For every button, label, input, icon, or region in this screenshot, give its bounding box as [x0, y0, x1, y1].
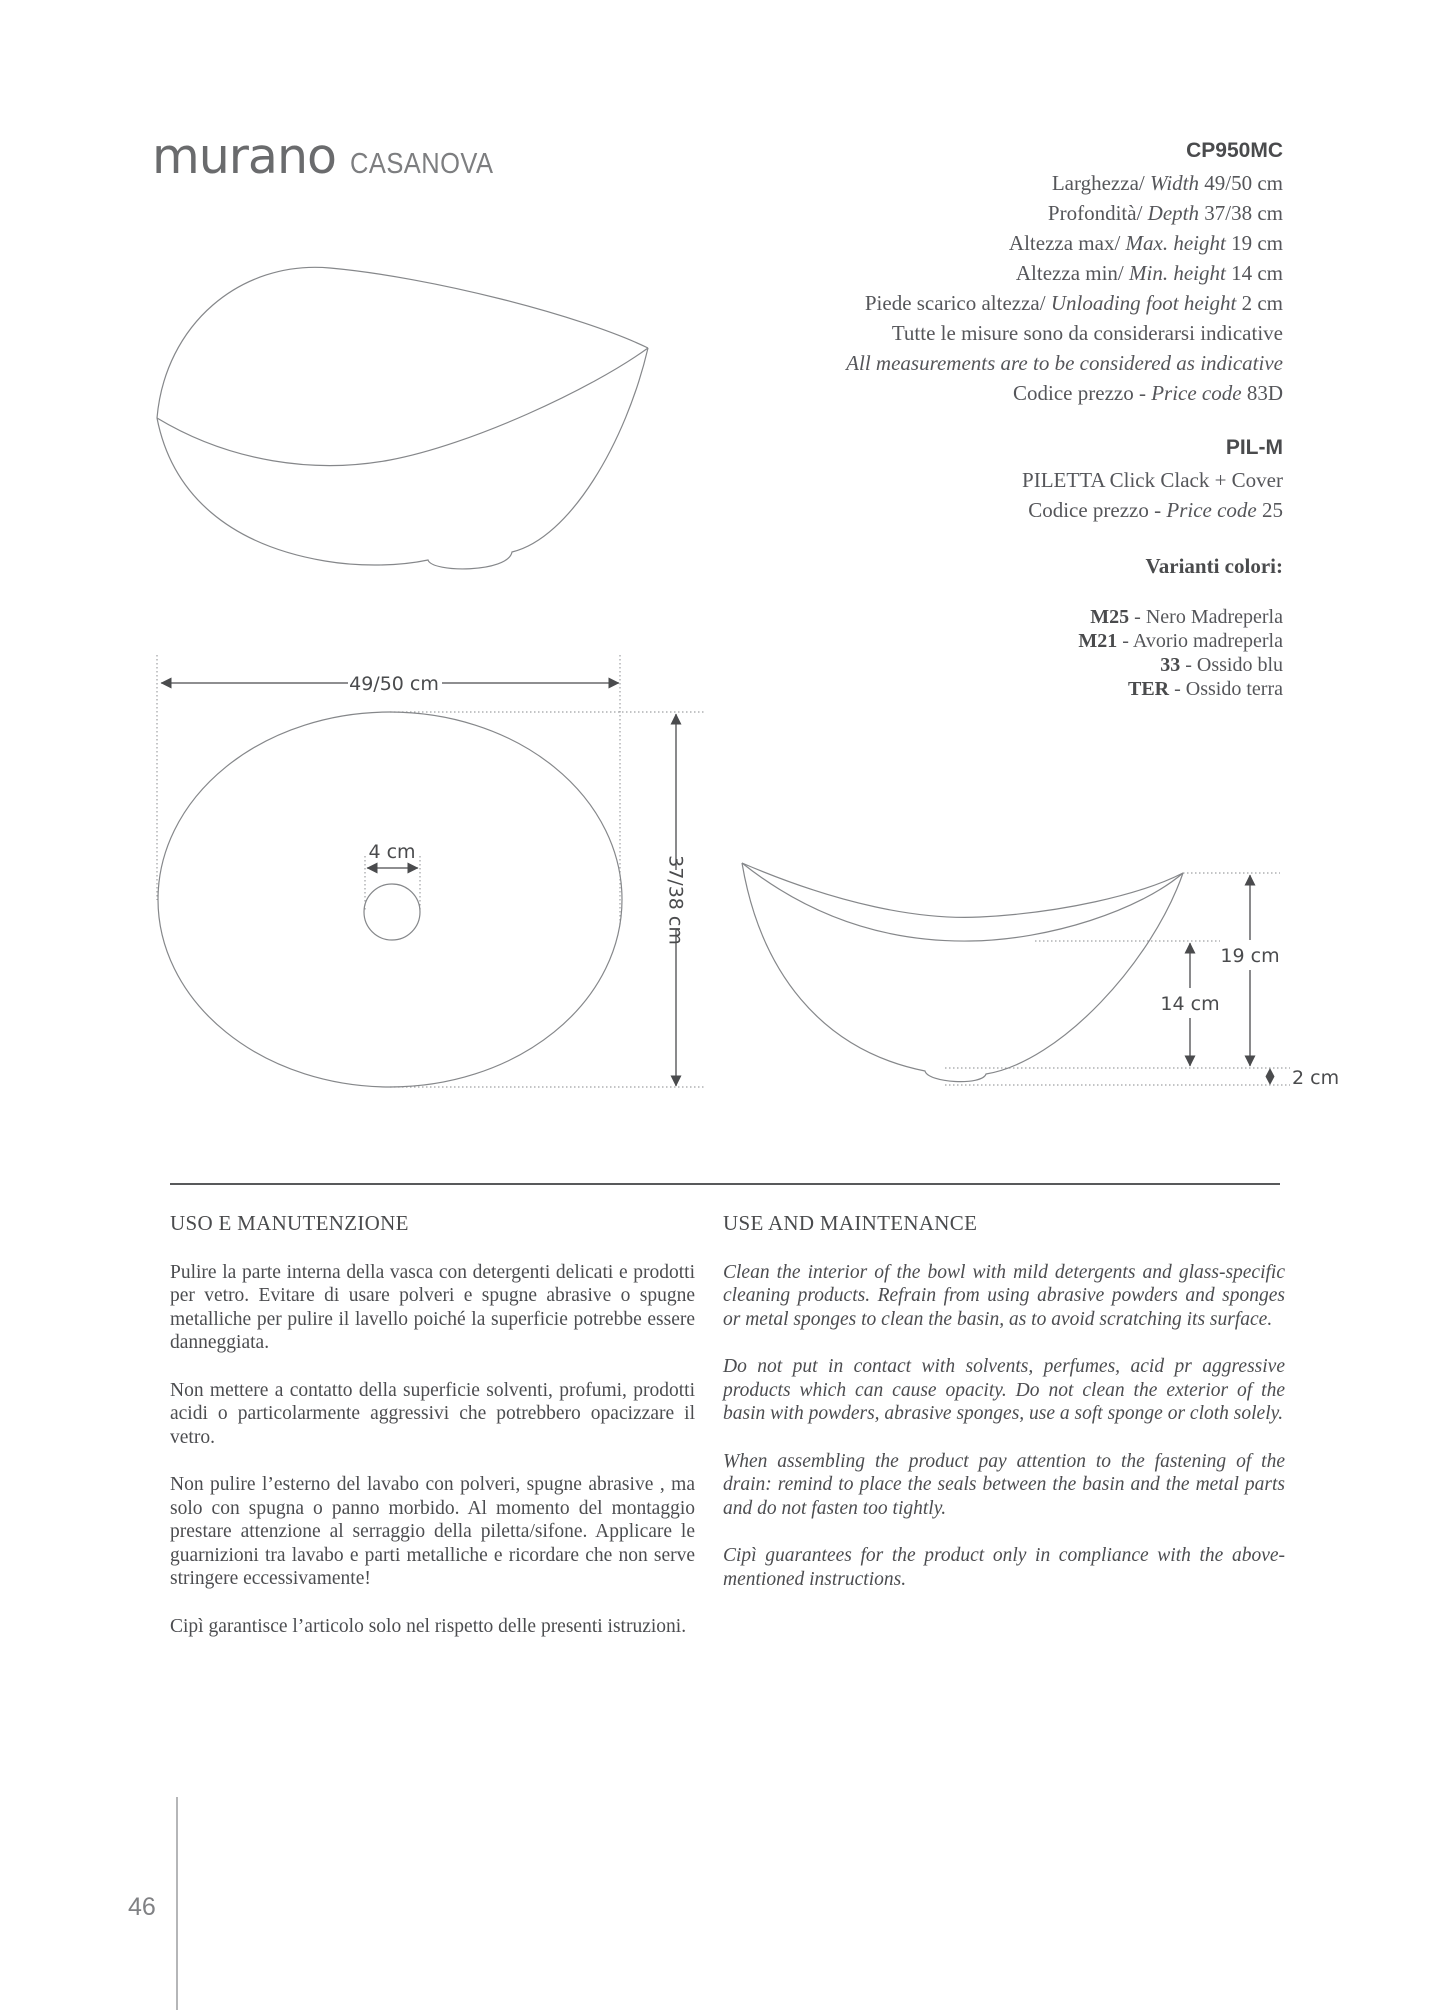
drain-hole: [364, 884, 420, 940]
basin-perspective-drawing: [110, 230, 670, 580]
basin-body-outline: [157, 348, 648, 569]
spec-max-height: Altezza max/ Max. height 19 cm: [1008, 231, 1283, 255]
brand-logo: [152, 128, 513, 185]
foot-dim-marker: [1266, 1068, 1275, 1085]
footer-rule: [176, 1797, 178, 2010]
usage-paragraph: When assembling the product pay attention to the fastening of the drain: remind to place the seals between the basin and the metal parts and do not fasten too tightly.: [723, 1450, 1285, 1519]
variant-ter: TER - Ossido terra: [1128, 678, 1283, 700]
usage-paragraph: Do not put in contact with solvents, perfumes, acid pr aggressive products which can cause opacity. Do not clean the exterior of the basin with powders, abrasive sponges, use a soft sponge or cloth solely.: [723, 1356, 1285, 1424]
usage-column-it: [170, 1212, 695, 1662]
basin-plan-outline: [158, 712, 622, 1087]
drain-dim-label: 4 cm: [368, 841, 416, 863]
accessory-description: PILETTA Click Clack + Cover: [1022, 468, 1283, 492]
brand-collection-name: CASANOVA: [350, 148, 494, 180]
usage-paragraph: Clean the interior of the bowl with mild detergents and glass-specific cleaning products. Refrain from using abrasive powders and sponges or metal sponges to clean the basin, as to avoid scratching its surface.: [723, 1261, 1285, 1330]
spec-width: Larghezza/ Width 49/50 cm: [1051, 171, 1283, 195]
usage-paragraph: Cipì guarantees for the product only in compliance with the above-mentioned instructions.: [723, 1545, 1285, 1590]
usage-paragraph: Non mettere a contatto della superficie solventi, profumi, prodotti acidi o particolarmente aggressivi che potrebbero opacizzare il vetro.: [170, 1379, 695, 1448]
color-variants-title: Varianti colori:: [1145, 554, 1283, 578]
max-height-label: 19 cm: [1220, 945, 1280, 967]
side-rim-front-edge: [742, 863, 1183, 941]
page-number: 46: [128, 1893, 156, 1921]
variant-m25: M25 - Nero Madreperla: [1090, 606, 1283, 628]
min-height-label: 14 cm: [1160, 993, 1220, 1015]
side-body-outline: [742, 863, 1183, 1082]
basin-rim-front-edge: [157, 348, 648, 466]
variant-m21: M21 - Avorio madreperla: [1078, 630, 1283, 652]
depth-dim-label: 37/38 cm: [664, 855, 687, 945]
basin-side-drawing: [720, 850, 1420, 1105]
usage-heading-it: USO E MANUTENZIONE: [170, 1211, 409, 1235]
basin-plan-drawing: [130, 630, 720, 1115]
side-rim-back-edge: [742, 863, 1183, 917]
price-code-line: Codice prezzo - Price code 83D: [1013, 381, 1283, 405]
variant-33: 33 - Ossido blu: [1160, 654, 1283, 676]
usage-heading-en: USE AND MAINTENANCE: [723, 1211, 978, 1235]
accessory-code: PIL-M: [1225, 436, 1283, 459]
usage-paragraph: Cipì garantisce l’articolo solo nel rispetto delle presenti istruzioni.: [170, 1615, 687, 1637]
usage-paragraph: Non pulire l’esterno del lavabo con polveri, spugne abrasive , ma solo con spugna o panno morbido. Al momento del montaggio prestare attenzione al serraggio della piletta/sifone. Applicare le guarnizioni tra lavabo e parti metalliche e ricordare che non serve stringere eccessivamente!: [170, 1474, 695, 1589]
section-divider: [170, 1183, 1280, 1185]
basin-rim-top-edge: [157, 267, 648, 418]
brand-logo-murano: murano: [152, 128, 336, 185]
spec-depth: Profondità/ Depth 37/38 cm: [1047, 201, 1283, 225]
measures-note-en: All measurements are to be considered as indicative: [846, 351, 1283, 375]
measures-note-it: Tutte le misure sono da considerarsi indicative: [891, 321, 1283, 345]
width-dim-label: 49/50 cm: [349, 673, 439, 695]
foot-dim-label: 2 cm: [1292, 1067, 1340, 1089]
product-spec-block: [846, 139, 1283, 701]
usage-column-en: [723, 1212, 1285, 1615]
usage-paragraph: Pulire la parte interna della vasca con detergenti delicati e prodotti per vetro. Evitare di usare polveri e spugne abrasive o spugne metalliche per pulire il lavello poiché la superficie potrebbe essere danneggiata.: [170, 1261, 695, 1353]
spec-foot-height: Piede scarico altezza/ Unloading foot height 2 cm: [864, 291, 1283, 315]
product-code: CP950MC: [1186, 139, 1283, 162]
accessory-price-line: Codice prezzo - Price code 25: [1028, 498, 1283, 522]
spec-min-height: Altezza min/ Min. height 14 cm: [1015, 261, 1283, 285]
